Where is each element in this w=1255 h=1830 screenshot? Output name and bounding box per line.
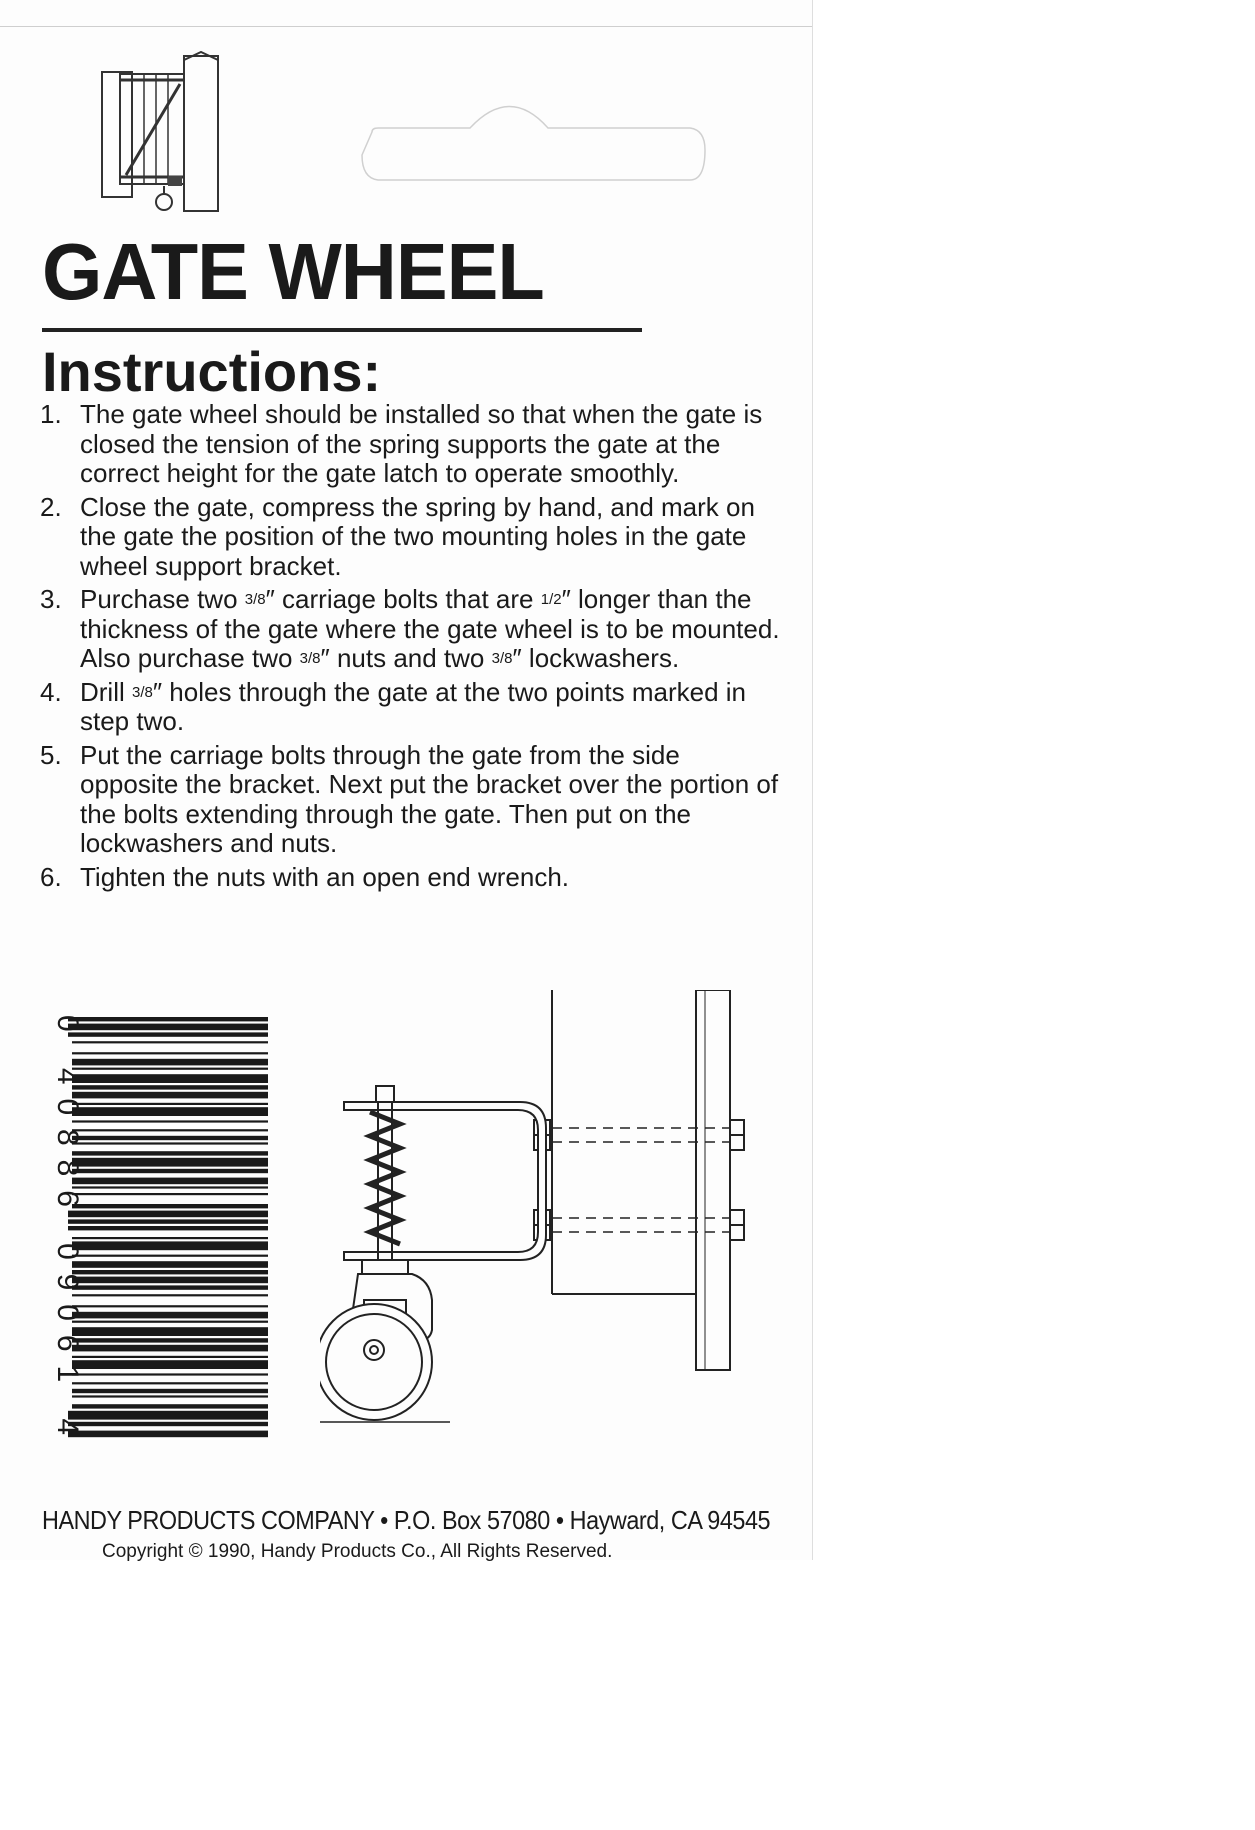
barcode-digits: 0 40886 09061 4: [51, 1015, 84, 1435]
barcode-bar: [72, 1178, 268, 1185]
text-run: Put the carriage bolts through the gate from the side opposite the bracket. Next put the bracket over the portion of the bolts extending through the gate. Then put on the lockwashers and nuts.: [80, 739, 779, 858]
barcode-bar: [68, 1219, 268, 1223]
product-title: GATE WHEEL: [42, 227, 544, 316]
coil-spring: [370, 1112, 400, 1244]
barcode-bar: [72, 1373, 268, 1375]
barcode-bar: [68, 1024, 268, 1031]
barcode-bar: [68, 1032, 268, 1036]
barcode-bar: [68, 1411, 268, 1420]
instruction-step-5: [40, 741, 780, 859]
barcode-bar: [68, 1431, 268, 1438]
instruction-step-3: [40, 585, 780, 674]
barcode-bar: [68, 1211, 268, 1218]
barcode-bar: [72, 1169, 268, 1173]
barcode-bar: [68, 1017, 268, 1021]
gate-post: [696, 990, 730, 1370]
barcode-bar: [72, 1338, 268, 1342]
barcode-bar: [72, 1294, 268, 1296]
text-run: ″ carriage bolts that are: [265, 584, 541, 614]
barcode-bar: [72, 1085, 268, 1089]
step-text: [80, 492, 755, 581]
barcode-bar: [72, 1068, 268, 1070]
title-underline: [42, 328, 642, 332]
barcode-bar: [72, 1237, 268, 1239]
step-text: [80, 677, 746, 737]
fraction: 3/8: [244, 591, 266, 608]
barcode-bar: [72, 1193, 268, 1195]
barcode-bar: [72, 1285, 268, 1289]
step-number: 5.: [40, 739, 62, 770]
instruction-step-2: [40, 493, 780, 582]
fraction: 3/8: [491, 650, 513, 667]
barcode-bar: [72, 1120, 268, 1122]
barcode-bar: [72, 1129, 268, 1131]
barcode-bar: [72, 1356, 268, 1358]
barcode-bar: [72, 1404, 268, 1408]
barcode-bar: [72, 1158, 268, 1167]
barcode-bar: [72, 1312, 268, 1319]
step-number: 3.: [40, 584, 62, 614]
instruction-step-4: [40, 678, 780, 737]
barcode-bar: [72, 1059, 268, 1066]
barcode-bar: [72, 1261, 268, 1268]
step-number: 6.: [40, 861, 62, 892]
barcode-bar: [72, 1321, 268, 1323]
fraction: 3/8: [132, 683, 153, 701]
spring-nut: [376, 1086, 394, 1102]
step-text: [80, 740, 778, 859]
barcode-bar: [72, 1103, 268, 1105]
step-text: [80, 399, 762, 488]
barcode-bar: [72, 1074, 268, 1083]
step-number: 1.: [40, 399, 62, 429]
upc-barcode: [40, 1005, 280, 1445]
step-text: [80, 584, 780, 673]
barcode-bar: [68, 1226, 268, 1230]
barcode-bar: [72, 1389, 268, 1393]
barcode-bar: [72, 1151, 268, 1155]
barcode-bar: [72, 1142, 268, 1144]
barcode-bar: [72, 1395, 268, 1397]
barcode-bar: [72, 1277, 268, 1284]
barcode-bar: [72, 1360, 268, 1369]
barcode-bar: [72, 1382, 268, 1384]
barcode-bar: [68, 1422, 268, 1426]
step-text: [80, 862, 569, 892]
gate-wheel-mounting-diagram: [320, 990, 780, 1470]
barcode-bar: [72, 1186, 268, 1188]
barcode-bar: [72, 1107, 268, 1116]
step-number: 2.: [40, 491, 62, 522]
text-run: Drill: [80, 676, 132, 707]
text-run: Purchase two: [80, 584, 245, 614]
barcode-bar: [72, 1204, 268, 1208]
barcode-bar: [72, 1255, 268, 1257]
gate-thumbnail-icon: [98, 50, 228, 220]
text-run: Tighten the nuts with an open end wrench.: [80, 861, 570, 892]
barcode-bar: [72, 1327, 268, 1336]
barcode-bar: [72, 1041, 268, 1043]
text-run: The gate wheel should be installed so that when the gate is closed the tension of the spring supports the gate at the correct height for the gate latch to operate smoothly.: [80, 399, 763, 488]
step-number: 4.: [40, 676, 62, 707]
text-run: ″ holes through the gate at the two points marked in step two.: [80, 676, 746, 736]
instruction-step-6: [40, 863, 780, 893]
instructions-heading: Instructions:: [42, 340, 382, 403]
barcode-bar: [72, 1136, 268, 1140]
caster-wheel: [320, 1304, 432, 1420]
text-run: Close the gate, compress the spring by hand, and mark on the gate the position of the two mounting holes in the gate wheel support bracket.: [80, 491, 755, 581]
barcode-bar: [72, 1241, 268, 1250]
fraction: 1/2: [540, 591, 562, 608]
text-run: ″ lockwashers.: [512, 643, 680, 673]
instruction-step-1: [40, 400, 780, 489]
barcode-bar: [72, 1270, 268, 1274]
barcode-bar: [72, 1345, 268, 1352]
barcode-bar: [72, 1052, 268, 1054]
barcode-bar: [72, 1092, 268, 1099]
company-address: HANDY PRODUCTS COMPANY • P.O. Box 57080 • Hayward, CA 94545: [42, 1505, 771, 1535]
instructions-list: [40, 400, 780, 896]
fraction: 3/8: [299, 650, 321, 667]
text-run: ″ nuts and two: [320, 643, 492, 673]
text-run: ″ longer than the thickness of the gate where the gate wheel is to be mounted. Also purchase two: [80, 584, 780, 673]
barcode-bar: [72, 1305, 268, 1307]
copyright-notice: Copyright © 1990, Handy Products Co., All Rights Reserved.: [102, 1541, 613, 1562]
